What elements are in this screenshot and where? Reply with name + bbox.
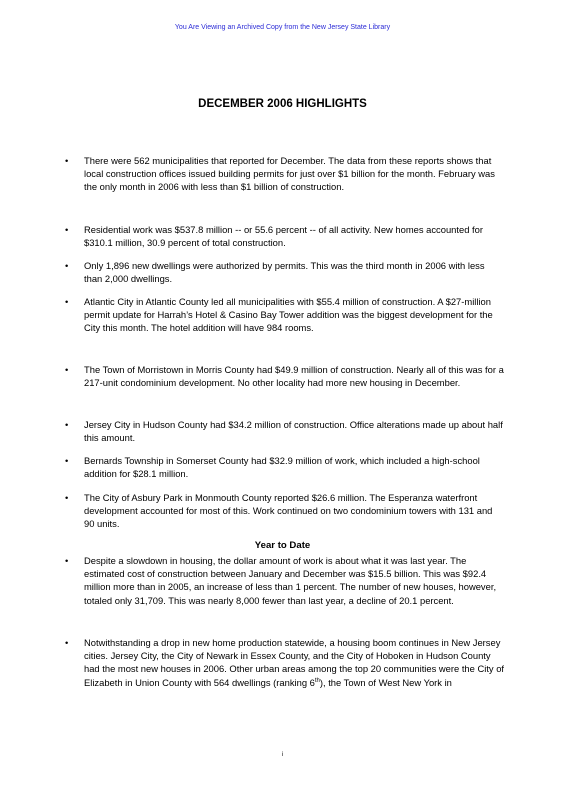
list-item: • Notwithstanding a drop in new home production statewide, a housing boom continues in New Jersey cities. Jersey City, the City of Newark in Essex County, and the City of Hoboken in Hudson County had the most new houses in 2006. Other urban areas among the top 20 communities were the City of Elizabeth in Union County with 564 dwellings (ranking 6th), the Town of West New York in [65, 637, 505, 688]
bullet-icon: • [65, 492, 69, 503]
bullet-icon: • [65, 260, 69, 271]
page-title: DECEMBER 2006 HIGHLIGHTS [198, 98, 367, 110]
list-item: • The City of Asbury Park in Monmouth County reported $26.6 million. The Esperanza waterfront development accounted for most of this. Work continued on two condominium towers with 131 and 90 units. [65, 492, 493, 530]
list-item: • Residential work was $537.8 million -- or 55.6 percent -- of all activity. New homes accounted for $310.1 million, 30.9 percent of total construction. [65, 224, 483, 249]
list-item: • Bernards Township in Somerset County had $32.9 million of work, which included a high-school addition for $28.1 million. [65, 455, 480, 480]
list-item: • There were 562 municipalities that reported for December. The data from these reports shows that local construction offices issued building permits for just over $1 billion for the month. February was the only month in 2006 with less than $1 billion of construction. [65, 155, 495, 193]
list-item: • Atlantic City in Atlantic County led all municipalities with $55.4 million of construction. A $27-million permit update for Harrah’s Hotel & Casino Bay Tower addition was the biggest development for the City this month. The hotel addition will have 984 rooms. [65, 296, 493, 334]
bullet-icon: • [65, 455, 69, 466]
bullet-icon: • [65, 224, 69, 235]
bullet-icon: • [65, 155, 69, 166]
archive-banner: You Are Viewing an Archived Copy from the New Jersey State Library [174, 24, 391, 31]
list-item: • The Town of Morristown in Morris County had $49.9 million of construction. Nearly all of this was for a 217-unit condominium development. No other locality had more new housing in December. [65, 364, 504, 389]
year-to-date-heading: Year to Date [254, 540, 311, 551]
bullet-icon: • [65, 419, 69, 430]
list-item: • Jersey City in Hudson County had $34.2 million of construction. Office alterations made up about half this amount. [65, 419, 503, 444]
page-number: i [281, 752, 284, 758]
bullet-icon: • [65, 296, 69, 307]
bullet-icon: • [65, 555, 69, 566]
list-item: • Only 1,896 new dwellings were authorized by permits. This was the third month in 2006 with less than 2,000 dwellings. [65, 260, 485, 285]
bullet-icon: • [65, 637, 69, 648]
list-item: • Despite a slowdown in housing, the dollar amount of work is about what it was last year. The estimated cost of construction between January and December was $15.5 billion. This was $92.4 million more than in 2005, an increase of less than 1 percent. The number of new houses, however, totaled only 31,709. This was nearly 8,000 fewer than last year, a decline of 20.1 percent. [65, 555, 497, 606]
bullet-icon: • [65, 364, 69, 375]
